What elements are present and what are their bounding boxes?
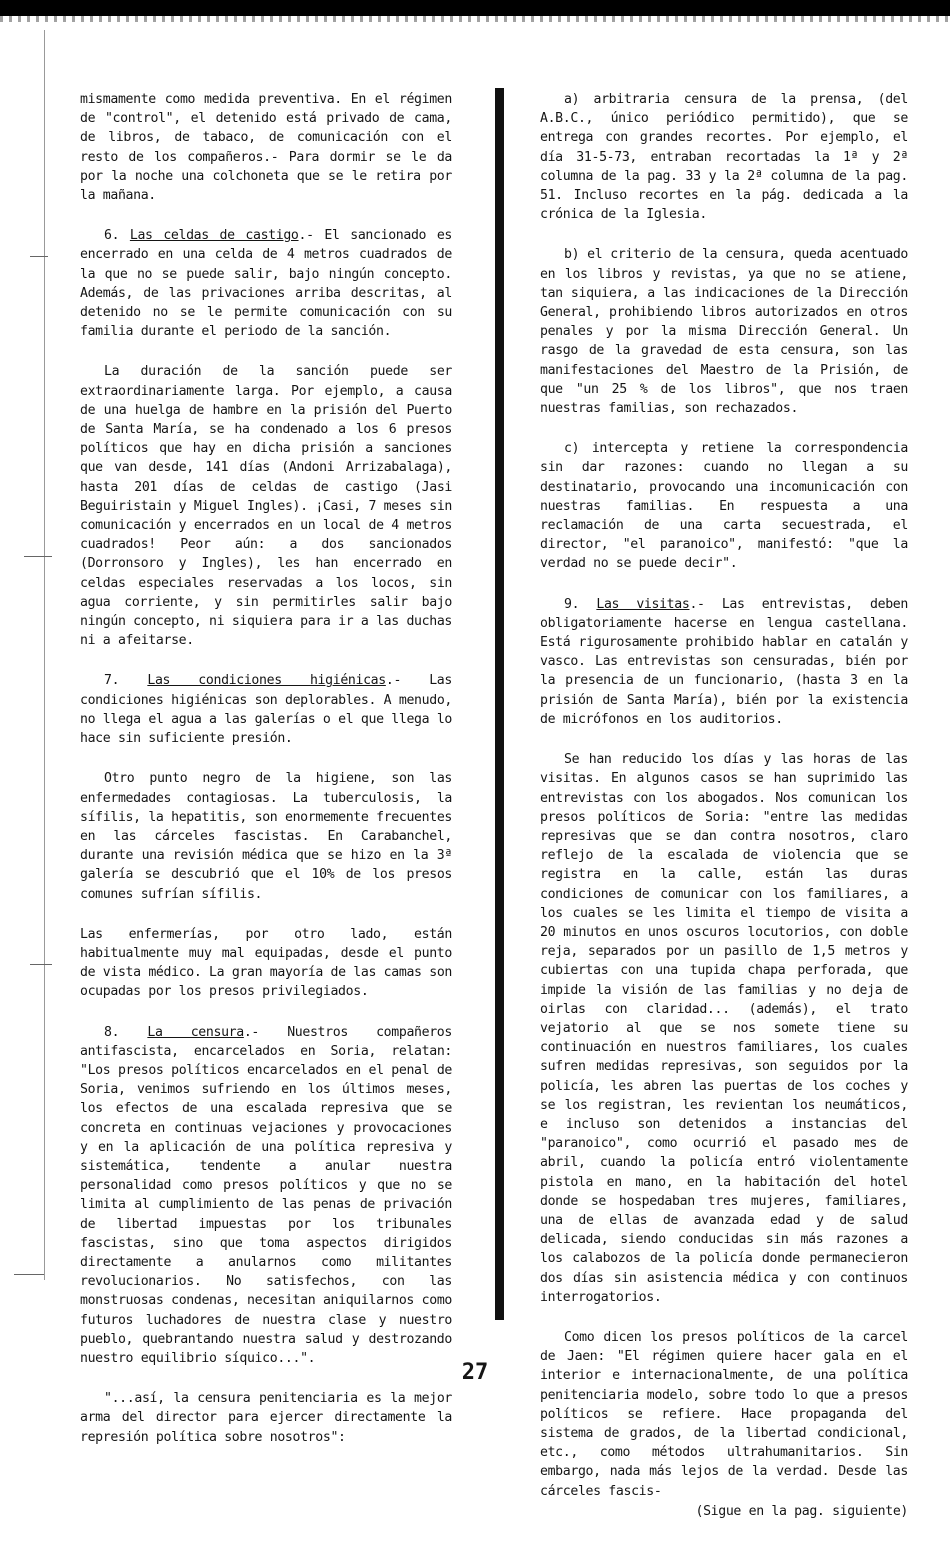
section-heading: Las celdas de castigo <box>129 228 299 244</box>
quote-paragraph: "...así, la censura penitenciaria es la mejor arma del director para ejercer directamente la represión política sobre nosotros": <box>80 1391 452 1445</box>
section-6: 6. Las celdas de castigo.- El sancionado es encerrado en una celda de 4 metros cuadrados de la que no se puede salir, bajo ningún concepto. Además, de las privaciones arriba descritas, al detenido no se le permite comunicación con su familia durante el periodo de la sanción. <box>80 228 453 340</box>
section-8: 8. La censura.- Nuestros compañeros antifascista, encarcelados en Soria, relatan: "Los presos políticos encarcelados en el penal de Soria, venimos sufriendo en los últimos meses, los efectos de una escalada represiva que se concreta en continuas vejaciones y provocaciones y en la aplicación de una política represiva y sistemática, tendente a anular nuestra personalidad como presos políticos y que no se limita al cumplimiento de las penas de privación de libertad impuestas por los tribunales fascistas, sino que toma aspectos dirigidos directamente a anularnos como militantes revolucionarios. No satisfechos, con las monstruosas condenas, necesitan aniquilarnos como futuros luchadores de nuestra clase y nuestro pueblo, quebrantando nuestra salud y destrozando nuestro equilibrio síquico...". <box>80 1024 452 1366</box>
section-heading: La censura <box>147 1024 244 1040</box>
paragraph: Como dicen los presos políticos de la carcel de Jaen: "El régimen quiere hacer gala en el interior e internacionalmente, de una política penitenciaria modelo, sobre todo lo que a presos políticos se refiere. Hace propaganda del sistema de grados, de la libertad condicional, etc., como métodos ultrahumanitarios. Sin embargo, nada más lejos de la verdad. Desde las cárceles fascis- <box>540 1329 908 1499</box>
margin-mark <box>14 1274 44 1275</box>
margin-mark <box>30 964 52 965</box>
margin-mark <box>24 556 52 557</box>
scan-top-edge <box>0 0 950 16</box>
paragraph: Otro punto negro de la higiene, son las enfermedades contagiosas. La tuberculosis, la sífilis, la hepatitis, son enormemente frecuentes en las cárceles fascistas. En Carabanchel, durante una revisión médica que se hizo en la 3ª galería se descubrió que el 10% de los presos comunes sufrían sífilis. <box>80 771 452 902</box>
paragraph: mismamente como medida preventiva. En el régimen de "control", el detenido está privado de cama, de libros, de tabaco, de comunicación con el resto de los compañeros.- Para dormir se le da por la noche una colchoneta que se le retira por la mañana. <box>80 92 452 204</box>
scan-top-noise <box>0 16 950 22</box>
section-heading: Las condiciones higiénicas <box>147 673 386 689</box>
list-item-b: b) el criterio de la censura, queda acentuado en los libros y revistas, ya que no se atiene, tan siquiera, a las indicaciones de la Dirección General, prohibiendo libros autorizados en otros penales y por la misma Dirección General. Un rasgo de la gravedad de esta censura, son las manifestaciones del Maestro de la Prisión, de que "un 25 % de los libros", que nos traen nuestras familias, son rechazados. <box>540 247 908 417</box>
left-column <box>80 90 452 1468</box>
paragraph: La duración de la sanción puede ser extraordinariamente larga. Por ejemplo, a causa de una huelga de hambre en la prisión del Puerto de Santa María, se ha condenado a los 6 presos políticos que hay en dicha prisión a sanciones que van desde, 141 días (Andoni Arrizabalaga), hasta 201 días de celdas de castigo (Jasi Beguiristain y Miguel Ingles). ¡Casi, 7 meses sin comunicación y encerrados en un local de 4 metros cuadrados! Peor aún: a dos sancionados (Dorronsoro y Ingles), les han encerrado en celdas especiales reservadas a los locos, sin agua corriente, y sin permitirles salir bajo ningún concepto, ni siquiera para ir a las duchas ni a afeitarse. <box>80 364 452 649</box>
list-item-c: c) intercepta y retiene la correspondencia sin dar razones: cuando no llegan a su destinatario, provocando una incomunicación con nuestras familias. En respuesta a una reclamación de una carta secuestrada, el director, "el paranoico", manifestó: "que la verdad no se puede decir". <box>540 441 908 572</box>
paragraph: Las enfermerías, por otro lado, están habitualmente muy mal equipadas, desde el punto de vista médico. La gran mayoría de las camas son ocupadas por los presos privilegiados. <box>80 926 452 1000</box>
paragraph: Se han reducido los días y las horas de las visitas. En algunos casos se han suprimido las entrevistas con los abogados. Nos comunican los presos políticos de Soria: "entre las medidas represivas que se dan contra nosotros, claro reflejo de la escalada de violencia que se registra en la calle, están las duras condiciones de comunicar con los familiares, a los cuales se les limita el tiempo de visita a 20 minutos en unos oscuros locutorios, con doble reja, separados por un pasillo de 1,5 metros y cubiertas con una tupida chapa perforada, que impide la visión de las familias y no deja de oirlas con claridad... (además), el trato vejatorio al que se nos somete tiene su continuación en nuestros familiares, los cuales sufren medidas represivas, son seguidos por la policía, les abren las puertas de los coches y se los registran, les revientan los neumáticos, e incluso son detenidos a instancias del "paranoico", como ocurrió el pasado mes de abril, cuando la policía entró violentamente pistola en mano, en la habitación del hotel donde se hospedaban tres mujeres, familiares, una de ellas de avanzada edad y de salud delicada, siendo conducidas sin más razones a los calabozos de la policía donde permanecieron dos días sin asistencia médica y con continuos interrogatorios. <box>540 752 908 1305</box>
column-divider <box>495 88 504 1320</box>
binding-margin-line <box>44 30 45 1280</box>
section-9: 9. Las visitas.- Las entrevistas, deben obligatoriamente hacerse en lengua castellana. Está rigurosamente prohibido hablar en catalán y vasco. Las entrevistas son censuradas, bién por la presencia de un funcionario, (hasta 3 en la prisión de Santa María), bién por la existencia de micrófonos en los auditorios. <box>540 596 908 727</box>
continued-note: (Sigue en la pag. siguiente) <box>695 1503 908 1519</box>
right-column <box>540 90 908 1542</box>
page-number: 27 <box>461 1360 489 1385</box>
list-item-a: a) arbitraria censura de la prensa, (del A.B.C., único periódico permitido), que se entrega con grandes recortes. Por ejemplo, el día 31-5-73, entraban recortadas la 1ª y 2ª columna de la pag. 33 y la 2ª columna de la pag. 51. Incluso recortes en la pág. dedicada a la crónica de la Iglesia. <box>540 92 908 223</box>
section-heading: Las visitas <box>596 596 690 612</box>
margin-mark <box>30 256 48 257</box>
section-7: 7. Las condiciones higiénicas.- Las condiciones higiénicas son deplorables. A menudo, no llega el agua a las galerías o el que llega lo hace sin suficiente presión. <box>80 673 452 747</box>
